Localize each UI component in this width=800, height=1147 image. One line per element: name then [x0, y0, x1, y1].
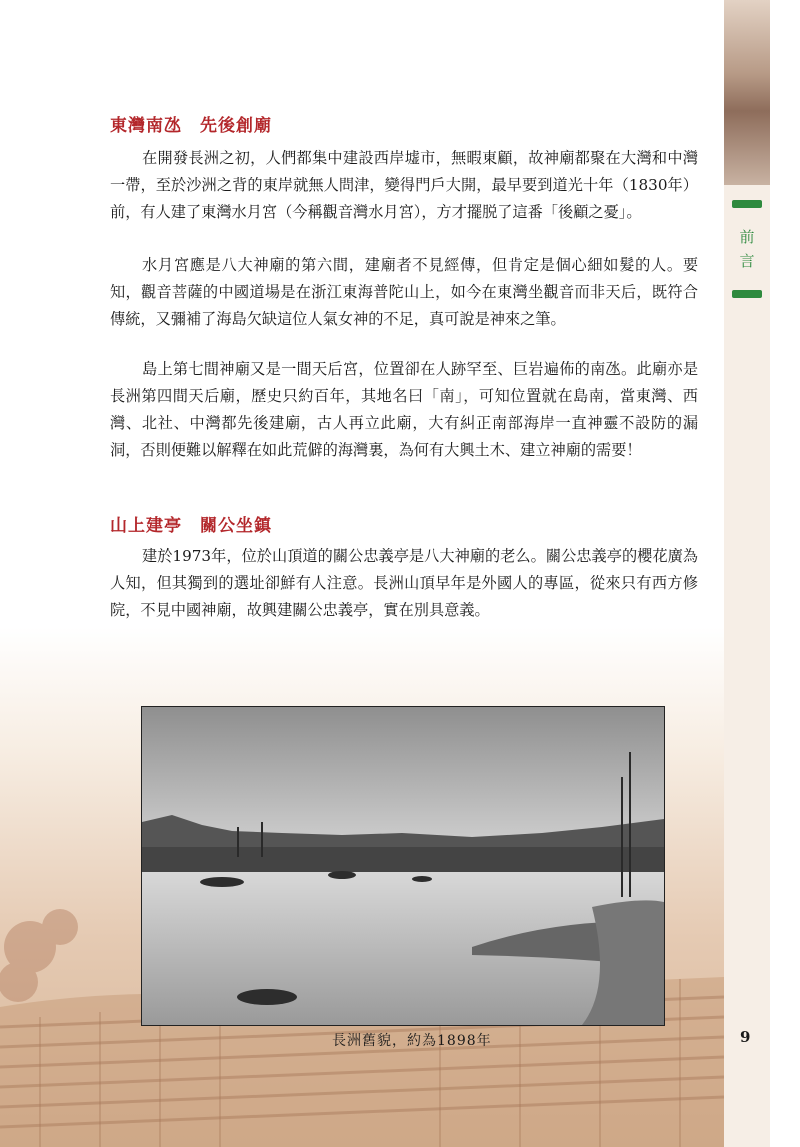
paragraph-1-3: 島上第七間神廟又是一間天后宮，位置卻在人跡罕至、巨岩遍佈的南氹。此廟亦是長洲第四間天后廟，歷史只約百年，其地名曰「南」，可知位置就在島南，當東灣、西灣、北社、中灣都先後建廟，古人再立此廟，大有糾正南部海岸一直神靈不設防的漏洞，否則便難以解釋在如此荒僻的海灣裏，為何有大興土木、建立神廟的需要！ [110, 360, 698, 459]
chapter-tab-char-1: 前 [739, 228, 755, 246]
paragraph-2-1: 建於1973年，位於山頂道的關公忠義亭是八大神廟的老么。關公忠義亭的櫻花廣為人知，但其獨到的選址卻鮮有人注意。長洲山頂早年是外國人的專區，從來只有西方修院，不見中國神廟，故興建關公忠義亭，實在別具意義。 [110, 547, 698, 619]
page-number: 9 [740, 1028, 751, 1046]
section-title-2: 山上建亭 關公坐鎮 [110, 516, 272, 536]
tab-bracket-bottom [732, 290, 762, 298]
tab-bracket-top [732, 200, 762, 208]
chapter-tab [730, 200, 764, 298]
section-title-1: 東灣南氹 先後創廟 [110, 116, 272, 136]
harbor-photo-illustration [142, 707, 664, 1025]
paragraph-1-1: 在開發長洲之初，人們都集中建設西岸墟市，無暇東顧，故神廟都聚在大灣和中灣一帶，至於沙洲之背的東岸就無人問津，變得門戶大開，最早要到道光十年（1830年）前，有人建了東灣水月宮（今稱觀音灣水月宮），方才擺脱了這番「後顧之憂」。 [110, 149, 698, 221]
harbor-thumbnail [724, 0, 770, 185]
photo-caption: 長洲舊貌，約為1898年 [332, 1033, 492, 1049]
chapter-tab-char-2: 言 [739, 252, 755, 270]
historic-harbor-photo [141, 706, 665, 1026]
paragraph-1-2: 水月宮應是八大神廟的第六間，建廟者不見經傳，但肯定是個心細如髮的人。要知，觀音菩薩的中國道場是在浙江東海普陀山上，如今在東灣坐觀音而非天后，既符合傳統，又彌補了海島欠缺這位人氣女神的不足，真可說是神來之筆。 [110, 256, 698, 328]
right-edge-stripe [770, 0, 800, 1147]
